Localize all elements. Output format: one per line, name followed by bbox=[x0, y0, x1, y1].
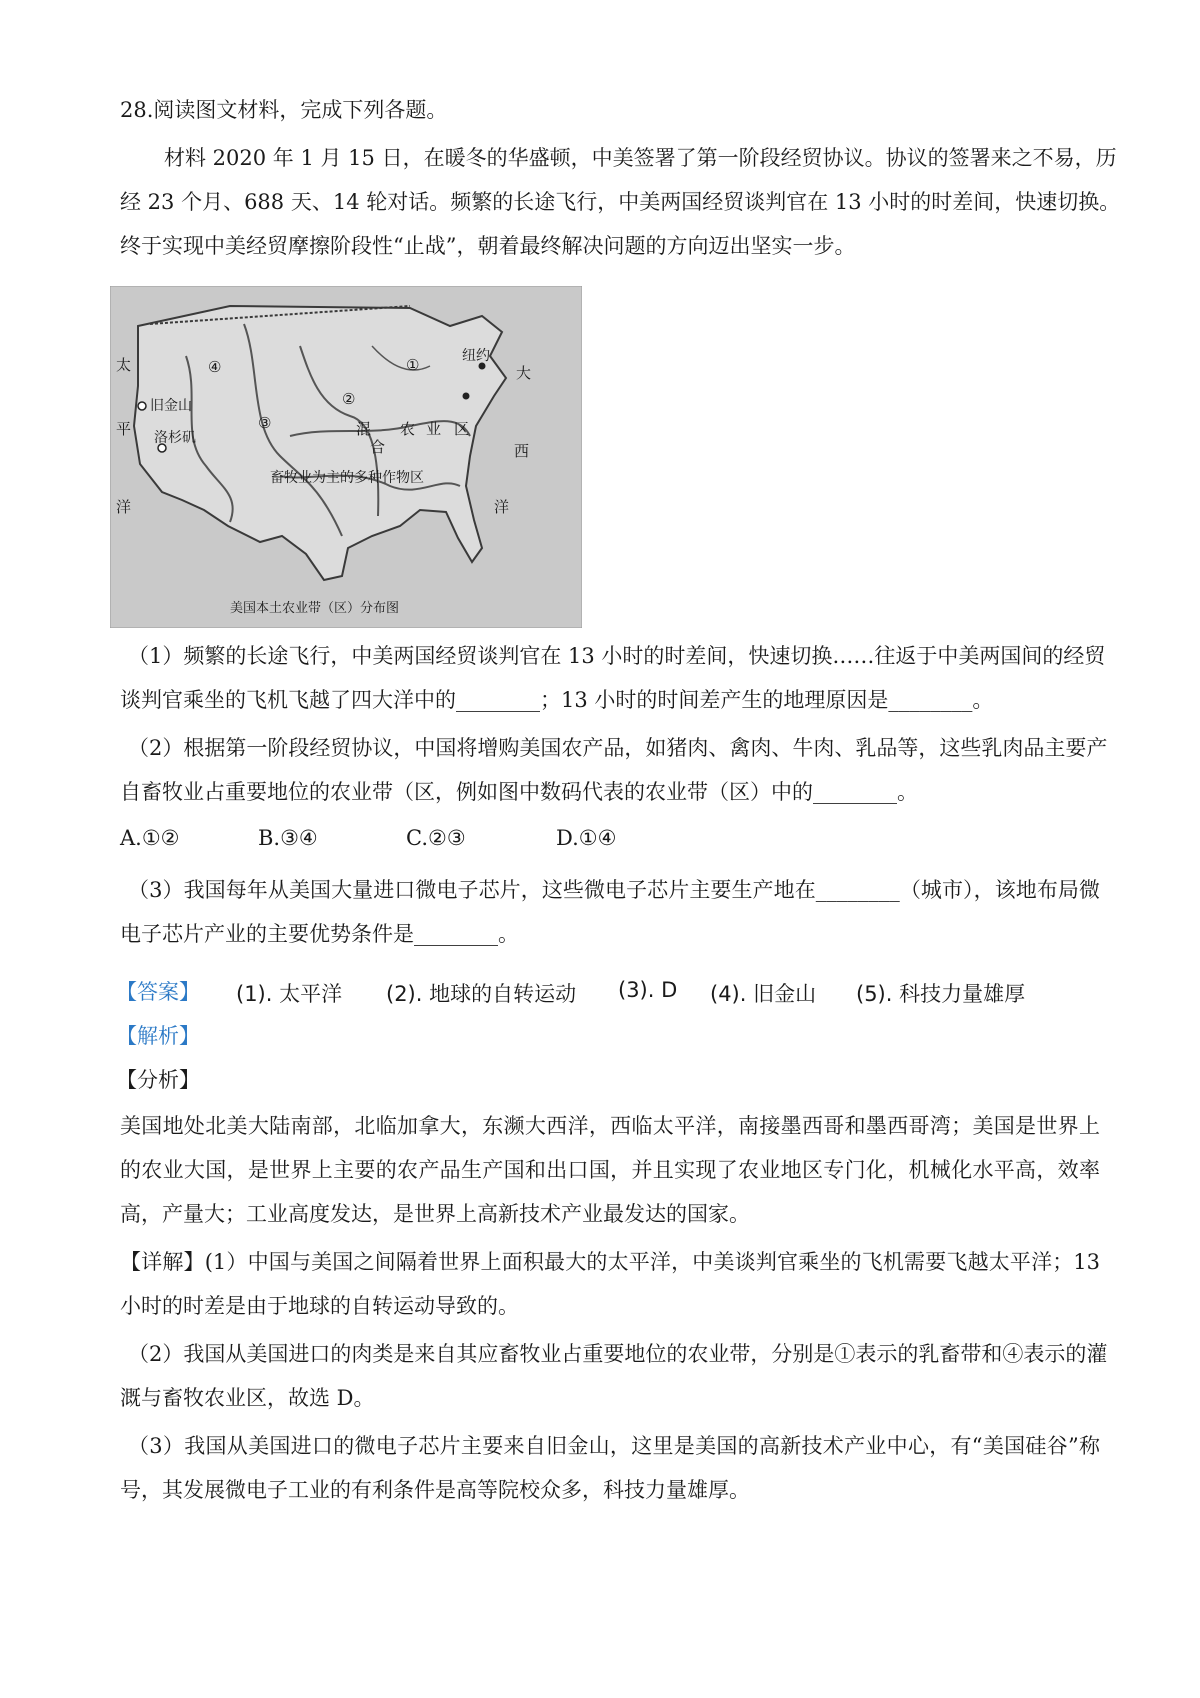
region-3-label: ③ bbox=[258, 414, 272, 432]
pacific-label-3: 洋 bbox=[116, 498, 132, 516]
la-label: 洛杉矶 bbox=[154, 430, 196, 446]
answer-tag: 【答案】 bbox=[116, 980, 200, 1004]
sf-label: 旧金山 bbox=[150, 398, 192, 414]
detail-1-line-1: 【详解】(1）中国与美国之间隔着世界上面积最大的太平洋，中美谈判官乘坐的飞机需要飞越太平洋；13 bbox=[120, 1250, 1100, 1274]
region-4-label: ④ bbox=[208, 358, 222, 376]
ny-label: 纽约 bbox=[462, 348, 490, 364]
answer-item-5: (5). 科技力量雄厚 bbox=[856, 982, 1026, 1006]
material-line-1: 材料 2020 年 1 月 15 日，在暖冬的华盛顿，中美签署了第一阶段经贸协议。协议的签署来之不易，历 bbox=[164, 146, 1117, 170]
q2-line-2: 自畜牧业占重要地位的农业带（区，例如图中数码代表的农业带（区）中的________。 bbox=[120, 780, 918, 804]
detail-3-line-1: （3）我国从美国进口的微电子芯片主要来自旧金山，这里是美国的高新技术产业中心，有“美国硅谷”称 bbox=[128, 1434, 1100, 1458]
analysis-tag: 【分析】 bbox=[116, 1068, 200, 1092]
region-1-label: ① bbox=[406, 356, 420, 374]
mixed-label-1: 混 bbox=[356, 420, 372, 438]
option-c: C.②③ bbox=[406, 826, 466, 850]
analysis-line-2: 的农业大国，是世界上主要的农产品生产国和出口国，并且实现了农业地区专门化，机械化水平高，效率 bbox=[120, 1158, 1100, 1182]
mixed-label-3: 农 bbox=[400, 420, 416, 438]
answer-item-4: (4). 旧金山 bbox=[710, 982, 817, 1006]
map-caption: 美国本土农业带（区）分布图 bbox=[230, 601, 400, 616]
pacific-label-1: 太 bbox=[116, 356, 132, 374]
answer-item-3: (3). D bbox=[618, 978, 678, 1002]
option-a: A.①② bbox=[120, 826, 180, 850]
mixed-label-5: 区 bbox=[454, 420, 470, 438]
mixed-label-2: 合 bbox=[370, 438, 386, 456]
detail-3-line-2: 号，其发展微电子工业的有利条件是高等院校众多，科技力量雄厚。 bbox=[120, 1478, 750, 1502]
answer-row bbox=[0, 978, 1200, 1008]
sf-dot bbox=[138, 402, 146, 410]
analysis-line-1: 美国地处北美大陆南部，北临加拿大，东濒大西洋，西临太平洋，南接墨西哥和墨西哥湾；美国是世界上 bbox=[120, 1114, 1100, 1138]
q1-line-1: （1）频繁的长途飞行，中美两国经贸谈判官在 13 小时的时差间，快速切换……往返于中美两国间的经贸 bbox=[128, 644, 1106, 668]
detail-2-line-1: （2）我国从美国进口的肉类是来自其应畜牧业占重要地位的农业带，分别是①表示的乳畜带和④表示的灌 bbox=[128, 1342, 1108, 1366]
detail-1-line-2: 小时的时差是由于地球的自转运动导致的。 bbox=[120, 1294, 519, 1318]
answer-item-2: (2). 地球的自转运动 bbox=[386, 982, 577, 1006]
mixed-label-4: 业 bbox=[426, 420, 442, 438]
dc-dot bbox=[463, 393, 470, 400]
atlantic-label-2: 西 bbox=[514, 442, 530, 460]
region-2-label: ② bbox=[342, 390, 356, 408]
explanation-tag: 【解析】 bbox=[116, 1024, 200, 1048]
q1-line-2: 谈判官乘坐的飞机飞越了四大洋中的________；13 小时的时间差产生的地理原因是________。 bbox=[120, 688, 994, 712]
material-line-3: 终于实现中美经贸摩擦阶段性“止战”，朝着最终解决问题的方向迈出坚实一步。 bbox=[120, 234, 856, 258]
us-agriculture-map bbox=[110, 286, 582, 628]
atlantic-label-3: 洋 bbox=[494, 498, 510, 516]
pacific-label-2: 平 bbox=[116, 420, 132, 438]
question-intro: 28.阅读图文材料，完成下列各题。 bbox=[120, 98, 448, 122]
q3-line-1: （3）我国每年从美国大量进口微电子芯片，这些微电子芯片主要生产地在________（城市），该地布局微 bbox=[128, 878, 1100, 902]
analysis-line-3: 高，产量大；工业高度发达，是世界上高新技术产业最发达的国家。 bbox=[120, 1202, 750, 1226]
material-line-2: 经 23 个月、688 天、14 轮对话。频繁的长途飞行，中美两国经贸谈判官在 13 小时的时差间，快速切换。 bbox=[120, 190, 1121, 214]
atlantic-label-1: 大 bbox=[516, 364, 532, 382]
q3-line-2: 电子芯片产业的主要优势条件是________。 bbox=[120, 922, 519, 946]
option-b: B.③④ bbox=[258, 826, 318, 850]
q2-line-1: （2）根据第一阶段经贸协议，中国将增购美国农产品，如猪肉、禽肉、牛肉、乳品等，这些乳肉品主要产 bbox=[128, 736, 1108, 760]
detail-2-line-2: 溉与畜牧农业区，故选 D。 bbox=[120, 1386, 375, 1410]
option-d: D.①④ bbox=[556, 826, 617, 850]
answer-item-1: (1). 太平洋 bbox=[236, 982, 343, 1006]
multi-crop-label: 畜牧业为主的多种作物区 bbox=[270, 470, 424, 486]
